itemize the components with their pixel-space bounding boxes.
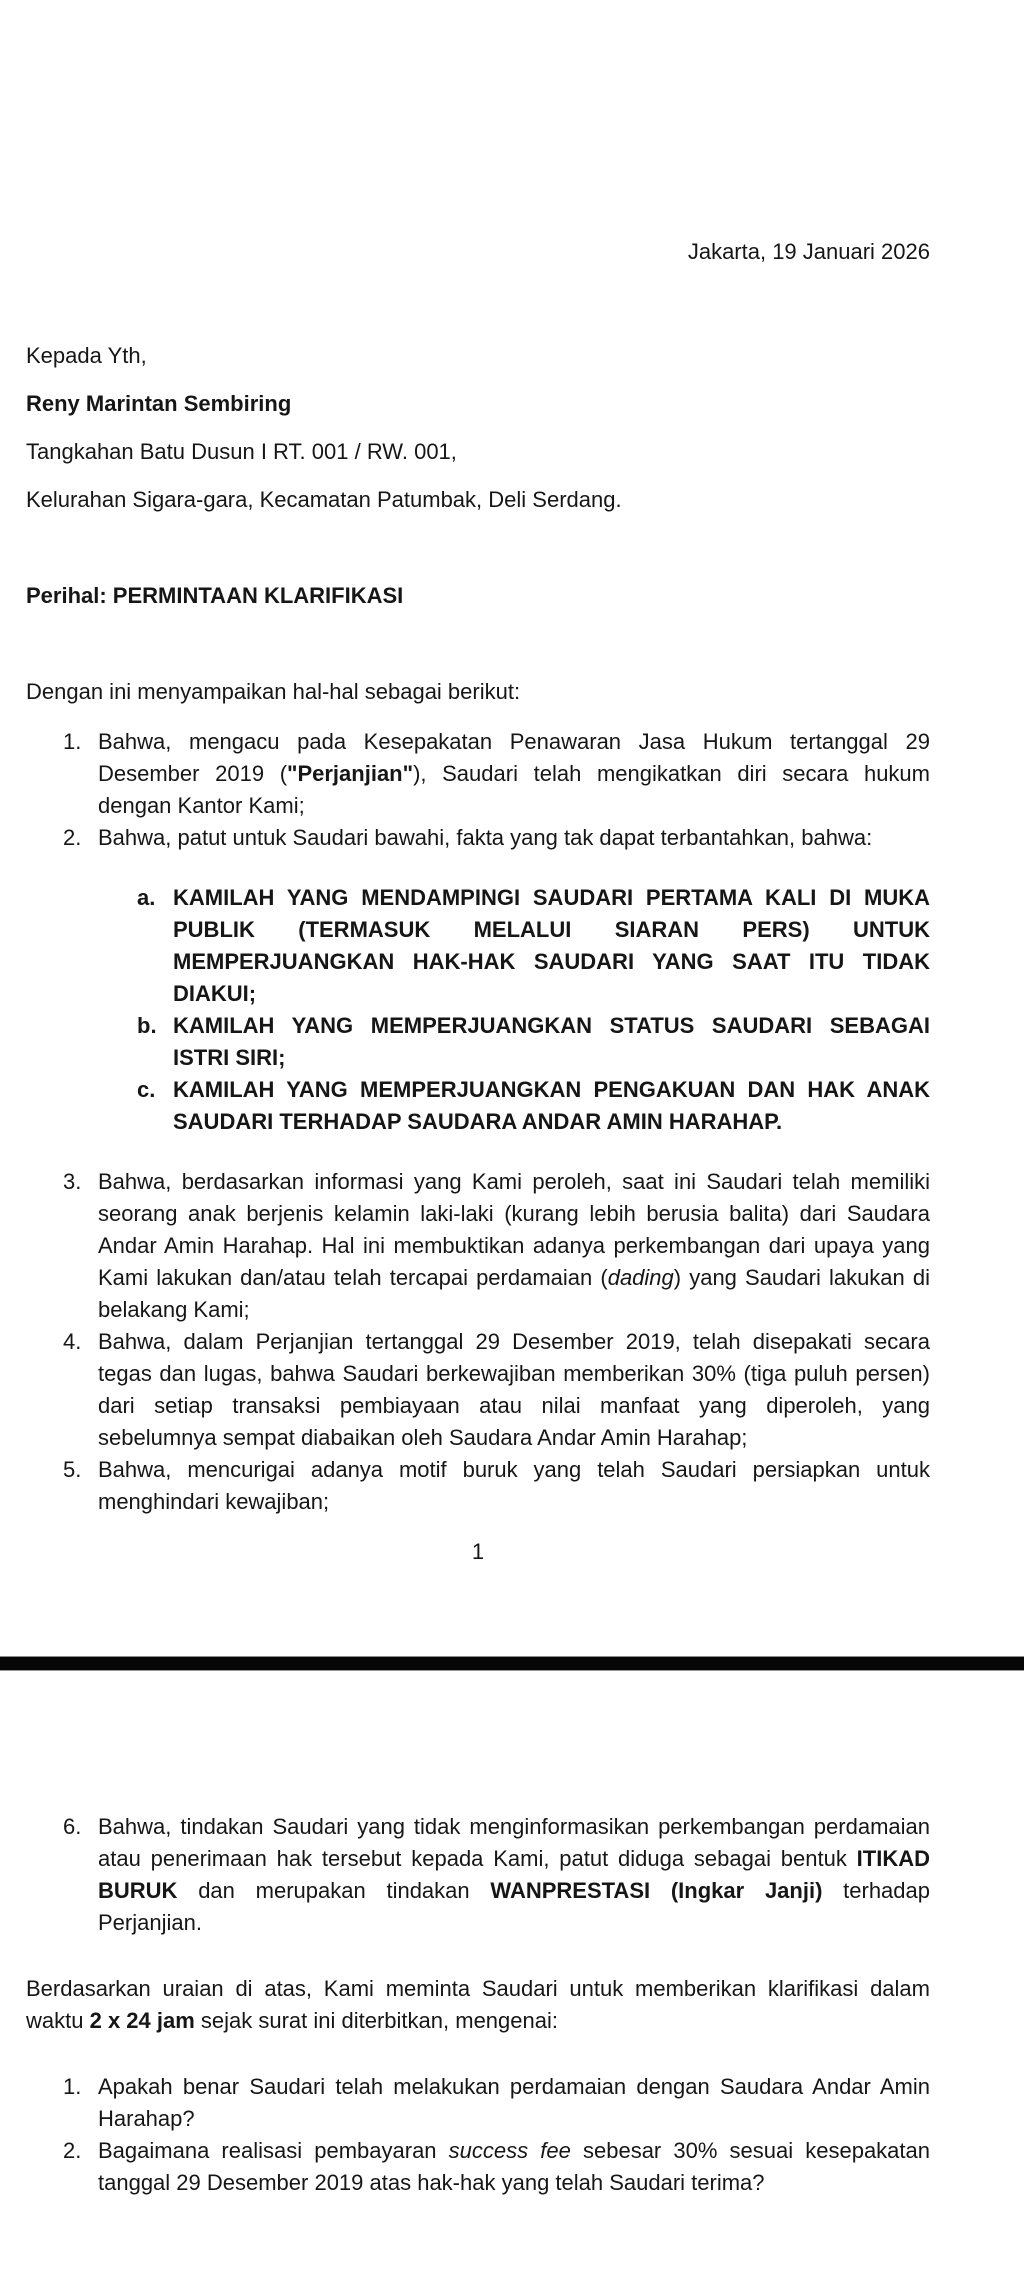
clarification-questions-list xyxy=(26,2071,930,2199)
text-segment-italic: success fee xyxy=(448,2138,571,2163)
point-3-text xyxy=(98,1166,930,1326)
sub-point-b-text: KAMILAH YANG MEMPERJUANGKAN STATUS SAUDARI SEBAGAI ISTRI SIRI; xyxy=(173,1013,930,1070)
numbered-points-list-continued xyxy=(26,1811,930,1939)
point-2-marker: 2. xyxy=(63,825,82,850)
point-4 xyxy=(26,1326,930,1454)
text-segment: Bagaimana realisasi pembayaran xyxy=(98,2138,449,2163)
text-segment: ), Saudari telah mengikatkan diri secara hukum dengan Kantor Kami; xyxy=(98,761,930,818)
text-segment: sebesar 30% sesuai kesepakatan tanggal 29 Desember 2019 atas hak-hak yang telah Saudari terima? xyxy=(98,2138,931,2195)
sub-point-c xyxy=(26,1074,930,1138)
text-segment: Bahwa, mengacu pada Kesepakatan Penawaran Jasa Hukum tertanggal 29 Desember 2019 ( xyxy=(98,729,930,786)
point-2 xyxy=(26,822,930,854)
text-segment: dan merupakan tindakan xyxy=(177,1878,491,1903)
point-3 xyxy=(26,1166,930,1326)
recipient-name: Reny Marintan Sembiring xyxy=(26,391,292,416)
text-segment-bold: "Perjanjian" xyxy=(287,761,414,786)
text-segment-bold: 2 x 24 jam xyxy=(89,2008,195,2033)
text-segment: sejak surat ini diterbitkan, mengenai: xyxy=(194,2008,558,2033)
question-1 xyxy=(26,2071,930,2135)
point-4-marker: 4. xyxy=(63,1329,82,1354)
point-6-text xyxy=(98,1811,930,1939)
sub-point-c-marker: c. xyxy=(137,1077,156,1102)
question-2-text xyxy=(98,2135,930,2199)
recipient-address-line-1: Tangkahan Batu Dusun I RT. 001 / RW. 001, xyxy=(26,439,457,464)
page-2 xyxy=(0,1811,1024,2199)
sub-point-b-marker: b. xyxy=(137,1013,157,1038)
sub-point-a-text: KAMILAH YANG MENDAMPINGI SAUDARI PERTAMA KALI DI MUKA PUBLIK (TERMASUK MELALUI SIARAN PERS) UNTUK MEMPERJUANGKAN HAK-HAK SAUDARI YANG SAAT ITU TIDAK DIAKUI; xyxy=(173,885,930,1006)
salutation: Kepada Yth, xyxy=(26,343,147,368)
question-1-text: Apakah benar Saudari telah melakukan perdamaian dengan Saudara Andar Amin Harahap? xyxy=(98,2074,930,2131)
point-1-text xyxy=(98,726,930,822)
point-5-marker: 5. xyxy=(63,1457,82,1482)
page-number: 1 xyxy=(471,1539,485,1564)
numbered-points-list xyxy=(26,726,930,1518)
text-segment: Bahwa, tindakan Saudari yang tidak menginformasikan perkembangan perdamaian atau penerimaan hak tersebut kepada Kami, patut diduga sebagai bentuk xyxy=(98,1814,930,1871)
point-1 xyxy=(26,726,930,822)
lettered-sub-list xyxy=(26,882,930,1138)
recipient-address-line-2: Kelurahan Sigara-gara, Kecamatan Patumbak, Deli Serdang. xyxy=(26,487,622,512)
point-3-marker: 3. xyxy=(63,1169,82,1194)
text-segment-bold: ITIKAD BURUK xyxy=(98,1846,930,1903)
question-2 xyxy=(26,2135,930,2199)
text-segment-bold: WANPRESTASI (Ingkar Janji) xyxy=(490,1878,823,1903)
text-segment: Berdasarkan uraian di atas, Kami meminta Saudari untuk memberikan klarifikasi dalam waktu xyxy=(26,1976,930,2033)
point-4-text: Bahwa, dalam Perjanjian tertanggal 29 Desember 2019, telah disepakati secara tegas dan lugas, bahwa Saudari berkewajiban memberikan 30% (tiga puluh persen) dari setiap transaksi pembiayaan atau nilai manfaat yang diperoleh, yang sebelumnya sempat diabaikan oleh Saudara Andar Amin Harahap; xyxy=(98,1329,930,1450)
date-line: Jakarta, 19 Januari 2026 xyxy=(687,239,930,264)
subject-line: Perihal: PERMINTAAN KLARIFIKASI xyxy=(26,583,404,608)
question-2-marker: 2. xyxy=(63,2138,82,2163)
text-segment: ) yang Saudari lakukan di belakang Kami; xyxy=(98,1265,931,1322)
sub-point-a xyxy=(26,882,930,1010)
text-segment: terhadap Perjanjian. xyxy=(98,1878,931,1935)
text-segment-italic: dading xyxy=(607,1265,674,1290)
point-5-text: Bahwa, mencurigai adanya motif buruk yang telah Saudari persiapkan untuk menghindari kewajiban; xyxy=(98,1457,930,1514)
point-6-marker: 6. xyxy=(63,1814,82,1839)
point-1-marker: 1. xyxy=(63,729,82,754)
sub-point-c-text: KAMILAH YANG MEMPERJUANGKAN PENGAKUAN DAN HAK ANAK SAUDARI TERHADAP SAUDARA ANDAR AMIN HARAHAP. xyxy=(173,1077,930,1134)
point-6 xyxy=(26,1811,930,1939)
point-2-text: Bahwa, patut untuk Saudari bawahi, fakta yang tak dapat terbantahkan, bahwa: xyxy=(98,825,873,850)
intro-paragraph: Dengan ini menyampaikan hal-hal sebagai berikut: xyxy=(26,679,521,704)
point-5 xyxy=(26,1454,930,1518)
text-segment: Bahwa, berdasarkan informasi yang Kami peroleh, saat ini Saudari telah memiliki seorang anak berjenis kelamin laki-laki (kurang lebih berusia balita) dari Saudara Andar Amin Harahap. Hal ini membuktikan adanya perkembangan dari upaya yang Kami lakukan dan/atau telah tercapai perdamaian ( xyxy=(98,1169,930,1290)
closing-paragraph xyxy=(26,1973,930,2037)
page-1 xyxy=(0,236,1024,1568)
sub-point-b xyxy=(26,1010,930,1074)
page-break-bar xyxy=(0,1656,1024,1671)
sub-point-a-marker: a. xyxy=(137,885,156,910)
question-1-marker: 1. xyxy=(63,2074,82,2099)
